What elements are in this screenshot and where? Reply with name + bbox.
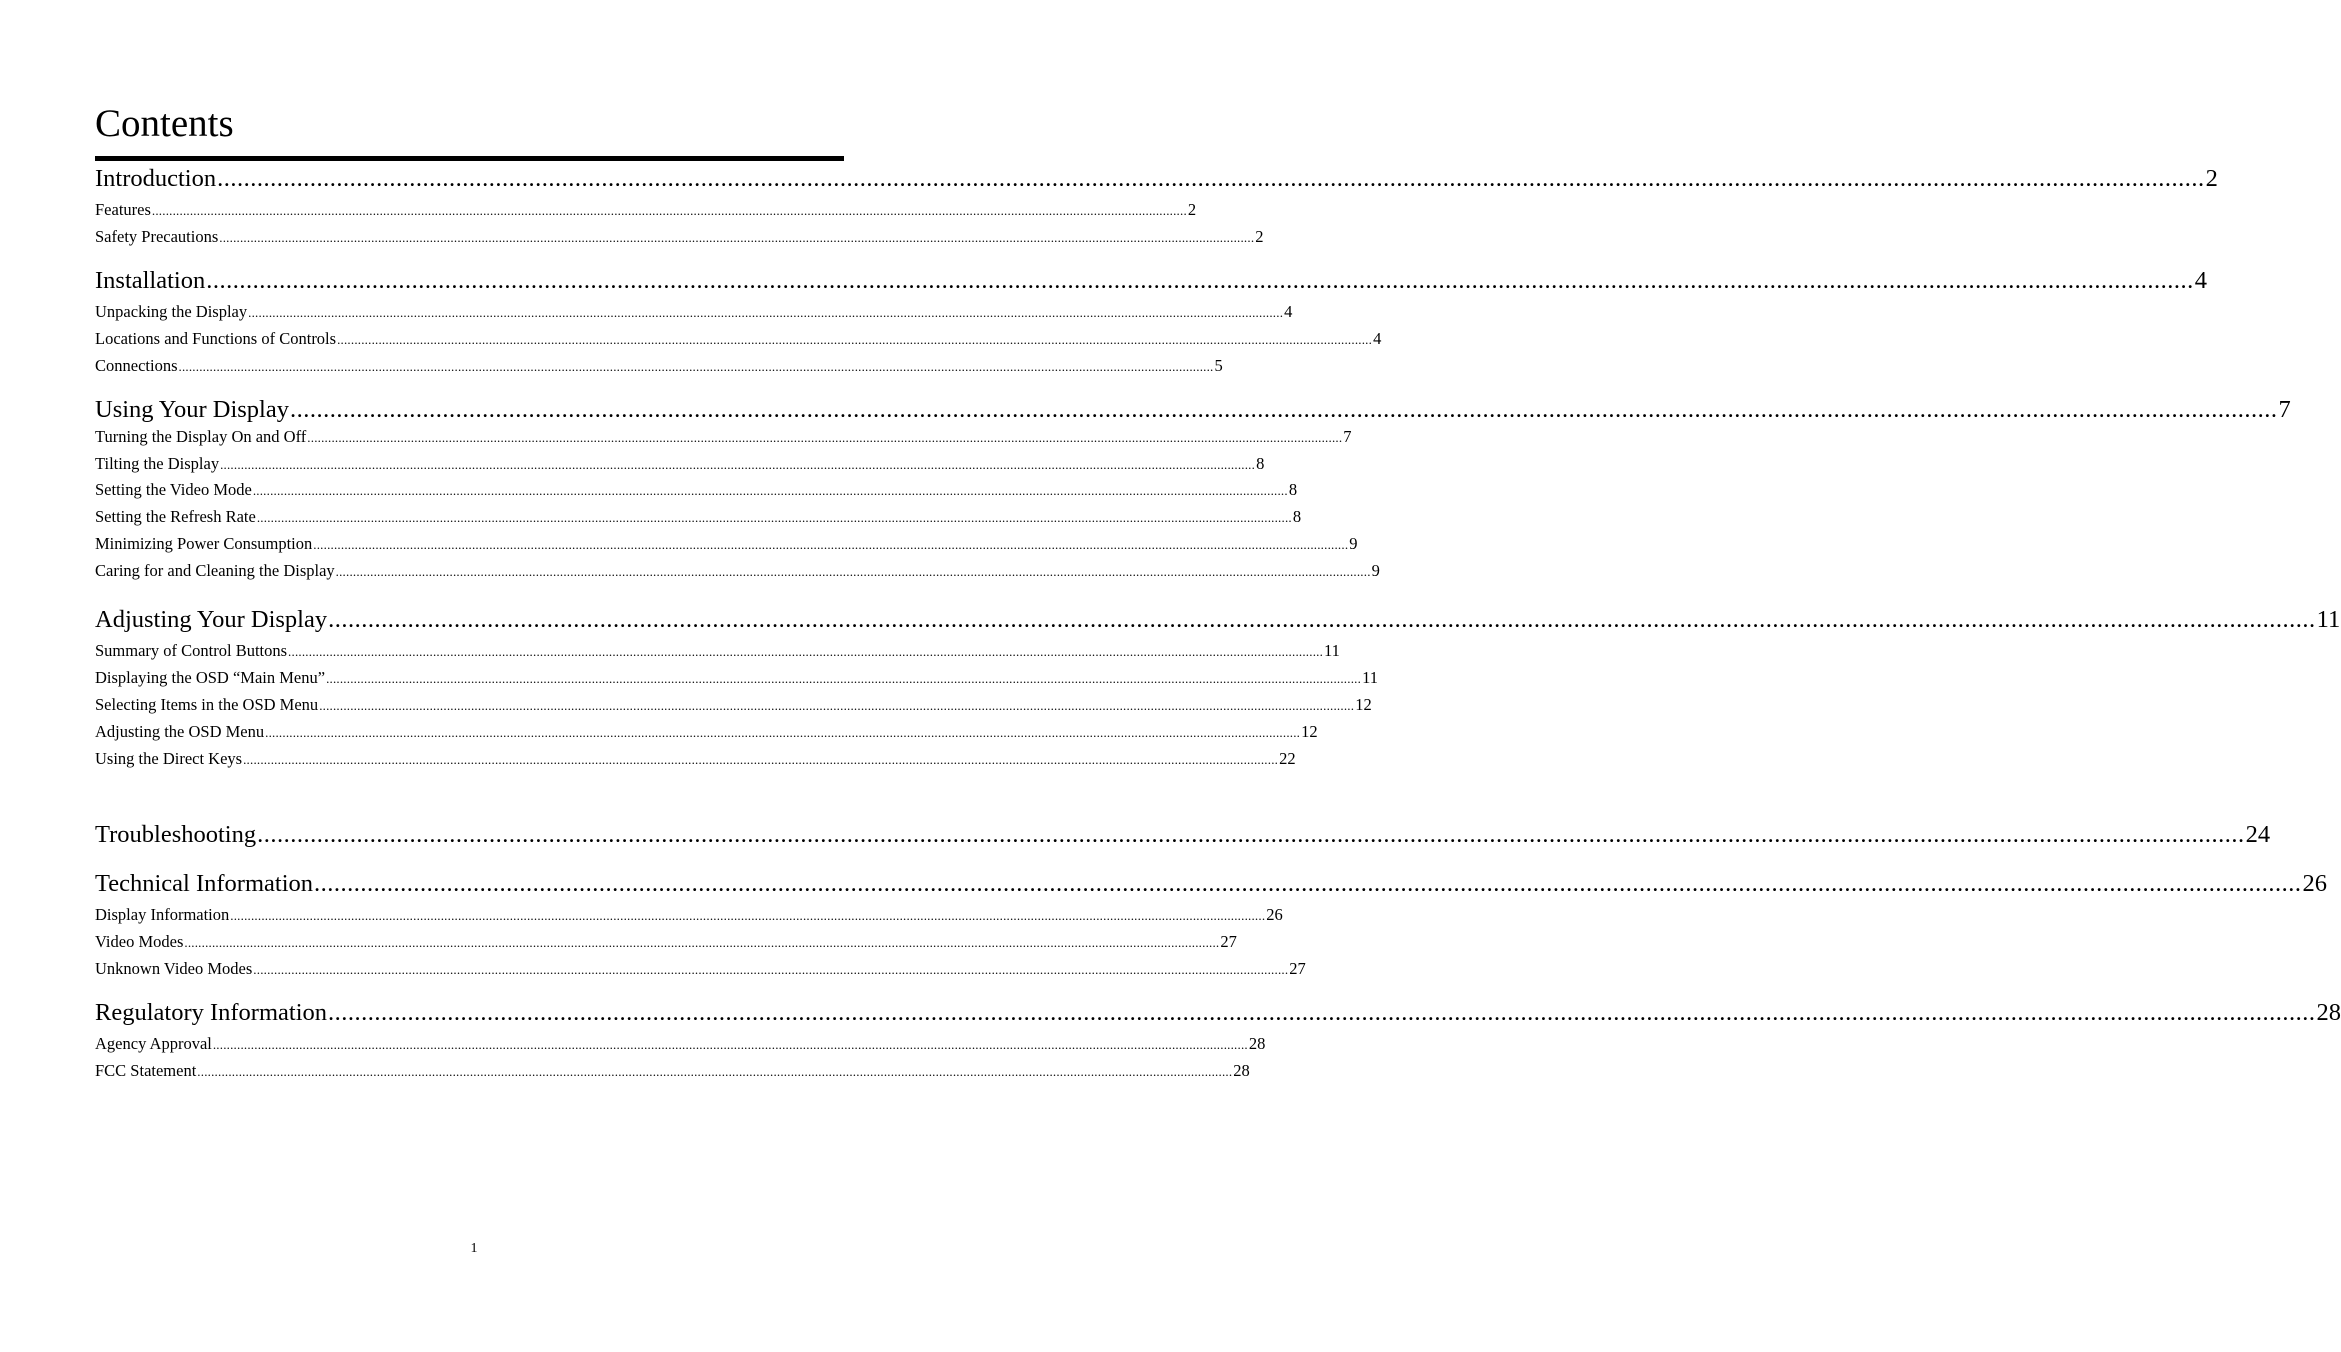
- toc-item[interactable]: [95, 1061, 1250, 1083]
- toc-page-number: 9: [1349, 534, 1358, 553]
- toc-page-number: 28: [2316, 999, 2341, 1026]
- dot-leader: ............................................................................................................................................................................................................................................................................................................: [243, 752, 1279, 767]
- toc-section-regulatory-information[interactable]: [95, 999, 2341, 1029]
- toc-item[interactable]: [95, 427, 1352, 449]
- toc-item[interactable]: [95, 561, 1380, 583]
- toc-section-using-your-display[interactable]: [95, 396, 2291, 426]
- toc-section-label: Using Your Display: [95, 396, 289, 423]
- toc-page-number: 7: [2278, 396, 2291, 423]
- toc-page-number: 7: [1343, 427, 1352, 446]
- toc-section-label: Installation: [95, 267, 206, 294]
- toc-page-number: 12: [1355, 695, 1372, 714]
- dot-leader: ............................................................................................................................................................................................................................................................................................................: [337, 332, 1373, 347]
- toc-page-number: 4: [2194, 267, 2207, 294]
- toc-item[interactable]: [95, 749, 1296, 771]
- toc-item[interactable]: [95, 959, 1306, 981]
- dot-leader: ............................................................................................................................................................................................................................................................................................................: [328, 606, 2316, 633]
- toc-item-label: Features: [95, 200, 151, 219]
- toc-item-label: Display Information: [95, 905, 230, 924]
- toc-page-number: 4: [1373, 329, 1382, 348]
- dot-leader: ............................................................................................................................................................................................................................................................................................................: [178, 359, 1214, 374]
- dot-leader: ............................................................................................................................................................................................................................................................................................................: [248, 305, 1284, 320]
- toc-section-adjusting-your-display[interactable]: [95, 606, 2341, 636]
- dot-leader: ............................................................................................................................................................................................................................................................................................................: [253, 962, 1289, 977]
- dot-leader: ............................................................................................................................................................................................................................................................................................................: [326, 671, 1362, 686]
- toc-item[interactable]: [95, 722, 1318, 744]
- toc-item-label: Minimizing Power Consumption: [95, 534, 313, 553]
- toc-section-label: Technical Information: [95, 870, 314, 897]
- toc-item[interactable]: [95, 668, 1378, 690]
- toc-item-label: Locations and Functions of Controls: [95, 329, 337, 348]
- toc-page-number: 28: [1248, 1034, 1266, 1053]
- toc-item-label: Summary of Control Buttons: [95, 641, 288, 660]
- toc-item[interactable]: [95, 905, 1283, 927]
- toc-section-introduction[interactable]: [95, 165, 2218, 195]
- toc-section-label: Regulatory Information: [95, 999, 328, 1026]
- toc-section-label: Introduction: [95, 165, 217, 192]
- toc-item[interactable]: [95, 454, 1265, 476]
- toc-item-label: Turning the Display On and Off: [95, 427, 307, 446]
- toc-section-installation[interactable]: [95, 267, 2207, 297]
- toc-item-label: Caring for and Cleaning the Display: [95, 561, 335, 580]
- toc-item-label: Setting the Video Mode: [95, 480, 252, 499]
- page-number: 1: [470, 1241, 478, 1256]
- toc-page-number: 26: [1266, 905, 1283, 924]
- toc-item[interactable]: [95, 507, 1302, 529]
- toc-item[interactable]: [95, 695, 1372, 717]
- toc-item[interactable]: [95, 1034, 1266, 1056]
- toc-page-number: 2: [2205, 165, 2218, 192]
- title-rule: [95, 156, 844, 161]
- toc-section-troubleshooting[interactable]: [95, 821, 2271, 851]
- toc-page-number: 2: [1187, 200, 1197, 219]
- toc-page-number: 9: [1371, 561, 1380, 580]
- dot-leader: ............................................................................................................................................................................................................................................................................................................: [212, 1037, 1248, 1052]
- dot-leader: ............................................................................................................................................................................................................................................................................................................: [307, 430, 1343, 445]
- toc-page-number: 8: [1292, 507, 1302, 526]
- dot-leader: ............................................................................................................................................................................................................................................................................................................: [328, 999, 2316, 1026]
- toc-item[interactable]: [95, 480, 1298, 502]
- dot-leader: ............................................................................................................................................................................................................................................................................................................: [219, 230, 1255, 245]
- dot-leader: ............................................................................................................................................................................................................................................................................................................: [265, 725, 1301, 740]
- toc-item[interactable]: [95, 200, 1197, 222]
- toc-page-number: 2: [1255, 227, 1264, 246]
- toc-page-number: 4: [1284, 302, 1293, 321]
- dot-leader: ............................................................................................................................................................................................................................................................................................................: [184, 935, 1220, 950]
- toc-page-number: 11: [1362, 668, 1378, 687]
- toc-page-number: 22: [1279, 749, 1296, 768]
- toc-page-number: 28: [1233, 1061, 1250, 1080]
- toc-item[interactable]: [95, 302, 1293, 324]
- toc-section-label: Adjusting Your Display: [95, 606, 328, 633]
- toc-page-number: 26: [2302, 870, 2328, 897]
- toc-section-technical-information[interactable]: [95, 870, 2328, 900]
- toc-item-label: Using the Direct Keys: [95, 749, 243, 768]
- toc-page-number: 24: [2245, 821, 2271, 848]
- toc-page-number: 11: [1324, 641, 1340, 660]
- toc-page-number: 11: [2316, 606, 2341, 633]
- toc-page-number: 27: [1220, 932, 1237, 951]
- toc-item-label: Adjusting the OSD Menu: [95, 722, 265, 741]
- dot-leader: ............................................................................................................................................................................................................................................................................................................: [256, 510, 1292, 525]
- toc-item[interactable]: [95, 329, 1382, 351]
- toc-item[interactable]: [95, 641, 1340, 663]
- dot-leader: ............................................................................................................................................................................................................................................................................................................: [313, 537, 1349, 552]
- toc-item-label: FCC Statement: [95, 1061, 197, 1080]
- toc-item-label: Tilting the Display: [95, 454, 220, 473]
- dot-leader: ............................................................................................................................................................................................................................................................................................................: [319, 698, 1355, 713]
- toc-item[interactable]: [95, 534, 1358, 556]
- dot-leader: ............................................................................................................................................................................................................................................................................................................: [252, 483, 1288, 498]
- toc-item-label: Displaying the OSD “Main Menu”: [95, 668, 326, 687]
- dot-leader: ............................................................................................................................................................................................................................................................................................................: [314, 870, 2302, 897]
- toc-page-number: 27: [1289, 959, 1306, 978]
- toc-item-label: Setting the Refresh Rate: [95, 507, 256, 526]
- dot-leader: ............................................................................................................................................................................................................................................................................................................: [230, 908, 1266, 923]
- toc-section-label: Troubleshooting: [95, 821, 257, 848]
- dot-leader: ............................................................................................................................................................................................................................................................................................................: [257, 821, 2245, 848]
- toc-page-number: 12: [1301, 722, 1318, 741]
- dot-leader: ............................................................................................................................................................................................................................................................................................................: [220, 457, 1256, 472]
- toc-page-number: 8: [1256, 454, 1265, 473]
- toc-page-number: 8: [1288, 480, 1298, 499]
- page-title: Contents: [95, 102, 234, 145]
- toc-item[interactable]: [95, 356, 1223, 378]
- toc-item-label: Safety Precautions: [95, 227, 219, 246]
- dot-leader: ............................................................................................................................................................................................................................................................................................................: [217, 165, 2205, 192]
- toc-item-label: Selecting Items in the OSD Menu: [95, 695, 319, 714]
- toc-page-number: 5: [1214, 356, 1223, 375]
- dot-leader: ............................................................................................................................................................................................................................................................................................................: [288, 644, 1324, 659]
- toc-item-label: Unpacking the Display: [95, 302, 248, 321]
- dot-leader: ............................................................................................................................................................................................................................................................................................................: [335, 564, 1371, 579]
- dot-leader: ............................................................................................................................................................................................................................................................................................................: [197, 1064, 1233, 1079]
- toc-item-label: Connections: [95, 356, 178, 375]
- toc-item[interactable]: [95, 932, 1237, 954]
- dot-leader: ............................................................................................................................................................................................................................................................................................................: [206, 267, 2194, 294]
- toc-item-label: Agency Approval: [95, 1034, 212, 1053]
- dot-leader: ............................................................................................................................................................................................................................................................................................................: [151, 203, 1187, 218]
- toc-item-label: Video Modes: [95, 932, 184, 951]
- toc-item[interactable]: [95, 227, 1264, 249]
- dot-leader: ............................................................................................................................................................................................................................................................................................................: [290, 396, 2278, 423]
- toc-item-label: Unknown Video Modes: [95, 959, 253, 978]
